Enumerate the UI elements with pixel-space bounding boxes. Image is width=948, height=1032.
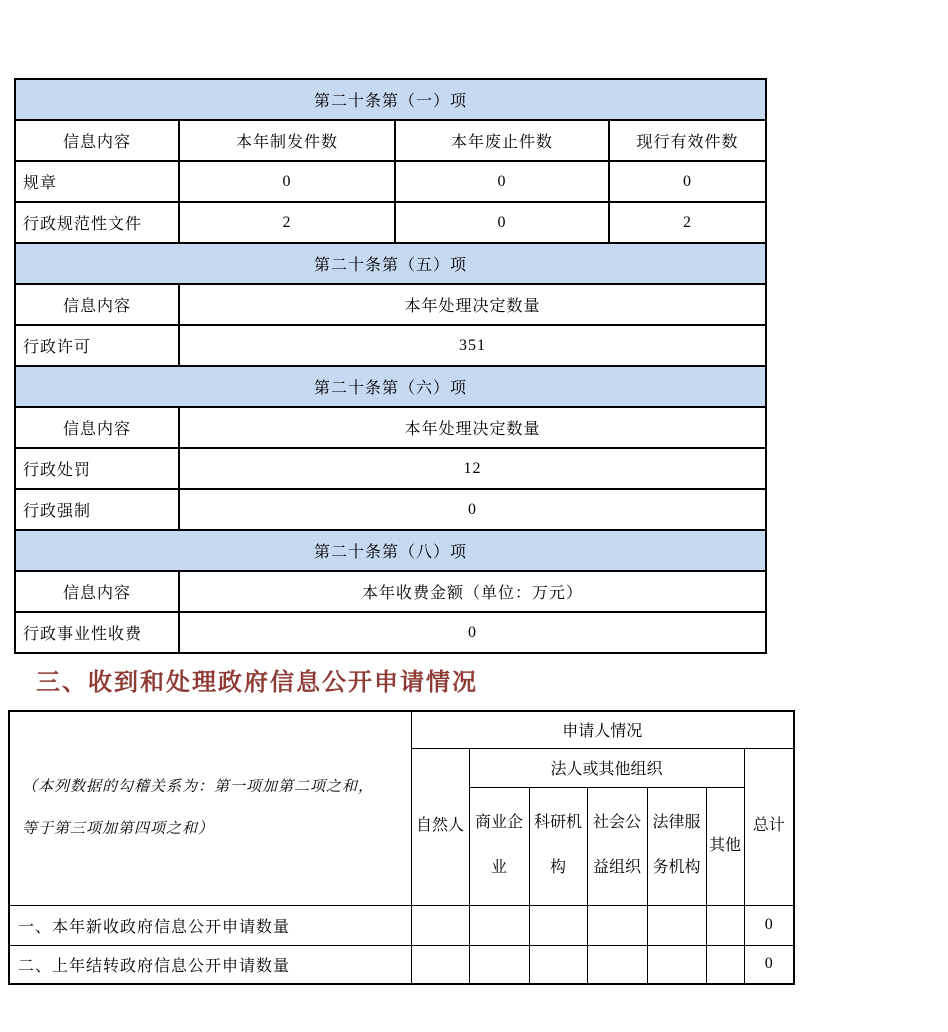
row-label: 行政事业性收费 [15, 612, 179, 653]
column-header: 本年处理决定数量 [179, 407, 766, 448]
applicant-header-row [9, 711, 794, 748]
header-row [15, 571, 766, 612]
value-cell: 2 [179, 202, 395, 243]
section-band: 第二十条第（一）项 [15, 79, 766, 120]
value-cell: 0 [179, 489, 766, 530]
table-row [15, 161, 766, 202]
column-header: 现行有效件数 [609, 120, 766, 161]
row-label: 一、本年新收政府信息公开申请数量 [9, 905, 411, 945]
total-value: 0 [744, 905, 794, 945]
empty-cell [587, 905, 647, 945]
column-header: 信息内容 [15, 284, 179, 325]
column-header: 本年废止件数 [395, 120, 609, 161]
note-cell [9, 711, 411, 905]
empty-cell [529, 945, 587, 984]
column-header: 本年处理决定数量 [179, 284, 766, 325]
value-cell: 0 [395, 202, 609, 243]
section-band-row [15, 530, 766, 571]
section-band-row [15, 79, 766, 120]
empty-cell [411, 905, 469, 945]
total-header: 总计 [744, 748, 794, 905]
empty-cell [469, 905, 529, 945]
note-line1: （本列数据的勾稽关系为：第一项加第二项之和， [22, 779, 375, 796]
org-type-header: 其他 [706, 787, 744, 905]
value-cell: 0 [395, 161, 609, 202]
value-cell: 0 [609, 161, 766, 202]
empty-cell [411, 945, 469, 984]
empty-cell [587, 945, 647, 984]
row-label: 行政规范性文件 [15, 202, 179, 243]
column-header: 信息内容 [15, 407, 179, 448]
table-row [15, 612, 766, 653]
header-row [15, 120, 766, 161]
row-label: 二、上年结转政府信息公开申请数量 [9, 945, 411, 984]
header-row [15, 284, 766, 325]
empty-cell [706, 905, 744, 945]
empty-cell [706, 945, 744, 984]
table-row [9, 945, 794, 984]
column-header: 本年制发件数 [179, 120, 395, 161]
applicant-header: 申请人情况 [411, 711, 794, 748]
column-header: 本年收费金额（单位：万元） [179, 571, 766, 612]
note-line2: 等于第三项加第四项之和） [22, 821, 215, 838]
empty-cell [647, 945, 706, 984]
row-label: 规章 [15, 161, 179, 202]
org-type-header: 科研机构 [529, 787, 587, 905]
empty-cell [469, 945, 529, 984]
section-band-row [15, 243, 766, 284]
applications-table [8, 710, 795, 985]
section3-heading: 三、收到和处理政府信息公开申请情况 [36, 669, 478, 696]
org-type-header: 法律服务机构 [647, 787, 706, 905]
row-label: 行政强制 [15, 489, 179, 530]
total-value: 0 [744, 945, 794, 984]
value-cell: 351 [179, 325, 766, 366]
section-band: 第二十条第（八）项 [15, 530, 766, 571]
row-label: 行政处罚 [15, 448, 179, 489]
table-row [15, 325, 766, 366]
table-row [9, 905, 794, 945]
section-band: 第二十条第（五）项 [15, 243, 766, 284]
legal-org-header: 法人或其他组织 [469, 748, 744, 787]
header-row [15, 407, 766, 448]
value-cell: 0 [179, 161, 395, 202]
value-cell: 0 [179, 612, 766, 653]
section-band-row [15, 366, 766, 407]
table-row [15, 448, 766, 489]
table-row [15, 202, 766, 243]
row-label: 行政许可 [15, 325, 179, 366]
empty-cell [647, 905, 706, 945]
column-header: 信息内容 [15, 120, 179, 161]
value-cell: 12 [179, 448, 766, 489]
column-header: 信息内容 [15, 571, 179, 612]
org-type-header: 商业企业 [469, 787, 529, 905]
natural-person-header: 自然人 [411, 748, 469, 905]
value-cell: 2 [609, 202, 766, 243]
article20-table [14, 78, 767, 654]
table-row [15, 489, 766, 530]
section-band: 第二十条第（六）项 [15, 366, 766, 407]
empty-cell [529, 905, 587, 945]
org-type-header: 社会公益组织 [587, 787, 647, 905]
